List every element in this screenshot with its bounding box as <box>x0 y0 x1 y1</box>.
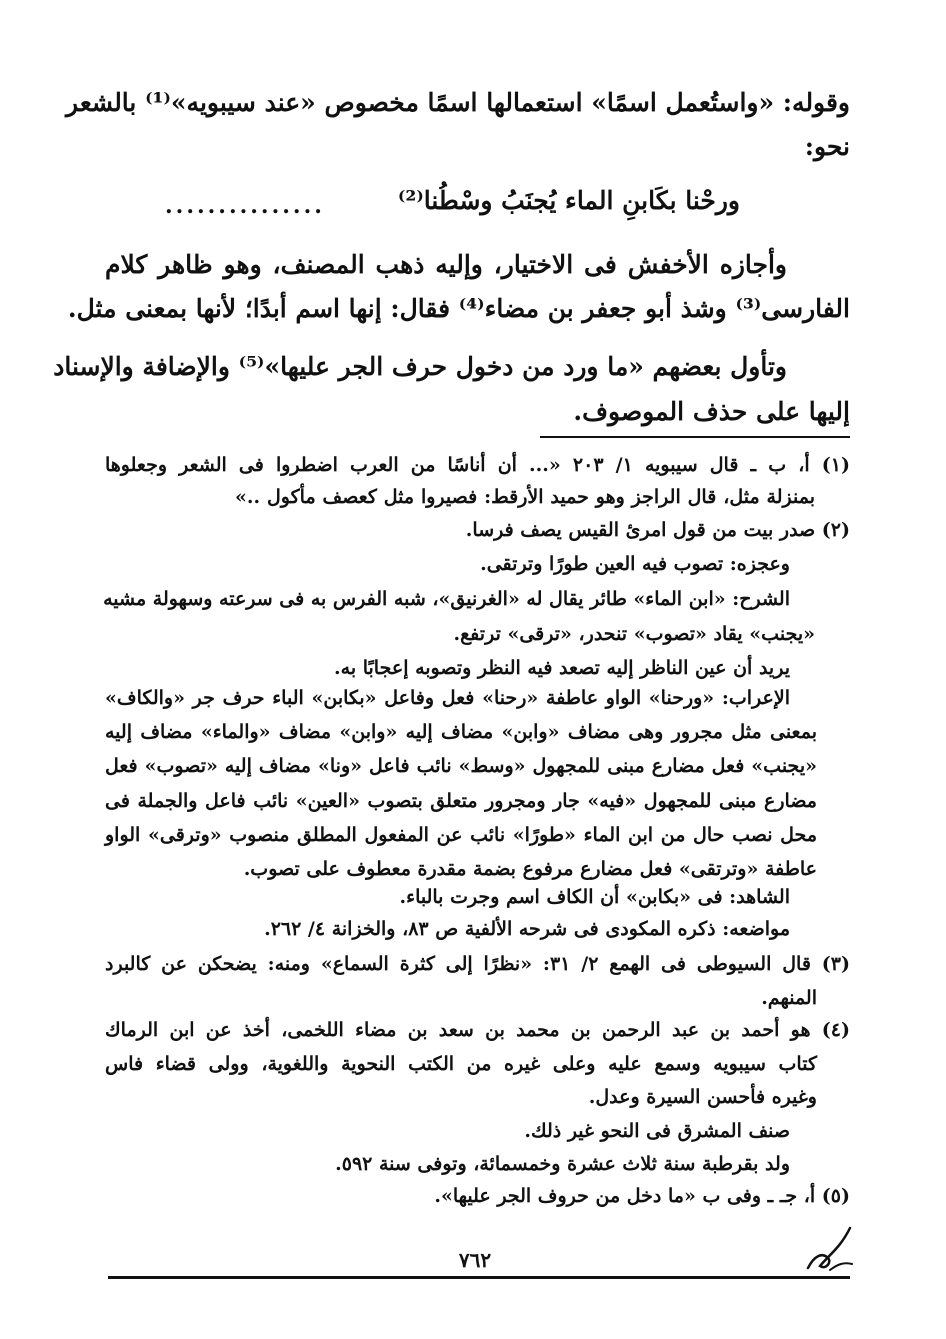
footnote-line: كتاب سيبويه وسمع عليه وعلى غيره من الكتب النحوية واللغوية، وولى قضاء فاس <box>105 1053 817 1075</box>
main-line-6: إليها على حذف الموصوف. <box>573 397 850 426</box>
footnote-line: الشرح: «ابن الماء» طائر يقال له «الغرنيق»، شبه الفرس به فى سرعته وسهولة مشيه <box>103 588 790 610</box>
main-line-2: نحو: <box>804 132 850 161</box>
footnote-line: (٥) أ، جـ ـ وفى ب «ما دخل من حروف الجر عليها». <box>434 1185 850 1207</box>
footnote-line: محل نصب حال من ابن الماء «طورًا» نائب عن المفعول المطلق منصوب «وترقى» الواو <box>105 824 817 846</box>
main-line-1: وقوله: «واستُعمل اسمًا» استعمالها اسمًا مخصوص «عند سيبويه»⁽¹⁾ بالشعر <box>66 88 850 117</box>
verse-line: ورحْنا بكَابنِ الماء يُجنَبُ وسْطُنا⁽²⁾ <box>397 186 740 215</box>
footnote-line: مواضعه: ذكره المكودى فى شرحه الألفية ص ٨٣، والخزانة ٤/ ٢٦٢. <box>264 918 790 940</box>
footnote-line: الشاهد: فى «بكابن» أن الكاف اسم وجرت بالباء. <box>399 886 790 908</box>
verse-dots: ............... <box>165 193 325 219</box>
bottom-rule <box>108 1276 850 1279</box>
footnote-line: (٢) صدر بيت من قول امرئ القيس يصف فرسا. <box>465 519 850 541</box>
page-number: ٧٦٢ <box>458 1248 492 1272</box>
footnote-line: ولد بقرطبة سنة ثلاث عشرة وخمسمائة، وتوفى سنة ٥٩٢. <box>335 1153 790 1175</box>
footnote-line: وغيره فأحسن السيرة وعدل. <box>588 1086 817 1108</box>
footnote-line: يريد أن عين الناظر إليه تصعد فيه النظر وتصوبه إعجابًا به. <box>334 657 790 679</box>
pen-mark-icon <box>800 1218 860 1278</box>
footnote-line: صنف المشرق فى النحو غير ذلك. <box>524 1120 790 1142</box>
footnote-line: عاطفة «وترتقى» فعل مضارع مرفوع بضمة مقدرة معطوف على تصوب. <box>243 858 817 880</box>
footnote-line: المنهم. <box>761 987 817 1009</box>
footnote-line: الإعراب: «ورحنا» الواو عاطفة «رحنا» فعل وفاعل «بكابن» الباء حرف جر «والكاف» <box>105 687 790 709</box>
footnote-line: «يجنب» فعل مضارع مبنى للمجهول «وسط» نائب فاعل «ونا» مضاف إليه «تصوب» فعل <box>105 755 817 777</box>
footnote-line: بمنزلة مثل، قال الراجز وهو حميد الأرقط: فصيروا مثل كعصف مأكول ..» <box>235 486 815 508</box>
footnote-separator <box>540 436 850 438</box>
footnote-line: (٣) قال السيوطى فى الهمع ٢/ ٣١: «نظرًا إلى كثرة السماع» ومنه: يضحكن عن كالبرد <box>105 953 850 975</box>
footnote-line: وعجزه: تصوب فيه العين طورًا وترتقى. <box>480 553 790 575</box>
footnote-line: (٤) هو أحمد بن عبد الرحمن بن محمد بن سعد بن مضاء اللخمى، أخذ عن ابن الرماك <box>105 1019 850 1041</box>
main-line-3: وأجازه الأخفش فى الاختيار، وإليه ذهب المصنف، وهو ظاهر كلام <box>105 250 787 279</box>
main-line-4: الفارسى⁽³⁾ وشذ أبو جعفر بن مضاء⁽⁴⁾ فقال: إنها اسم أبدًا؛ لأنها بمعنى مثل. <box>67 294 850 323</box>
footnote-line: (١) أ، ب ـ قال سيبويه ١/ ٢٠٣ «... أن أناسًا من العرب اضطروا فى الشعر وجعلوها <box>105 454 850 476</box>
main-line-5: وتأول بعضهم «ما ورد من دخول حرف الجر عليها»⁽⁵⁾ والإضافة والإسناد <box>53 352 787 381</box>
footnote-line: «يجنب» يقاد «تصوب» تنحدر، «ترقى» ترتفع. <box>453 623 815 645</box>
footnote-line: بمعنى مثل مجرور وهى مضاف «وابن» مضاف إليه «وابن» مضاف «والماء» مضاف إليه <box>105 721 817 743</box>
footnote-line: مضارع مبنى للمجهول «فيه» جار ومجرور متعلق بتصوب «العين» نائب فاعل والجملة فى <box>105 790 817 812</box>
